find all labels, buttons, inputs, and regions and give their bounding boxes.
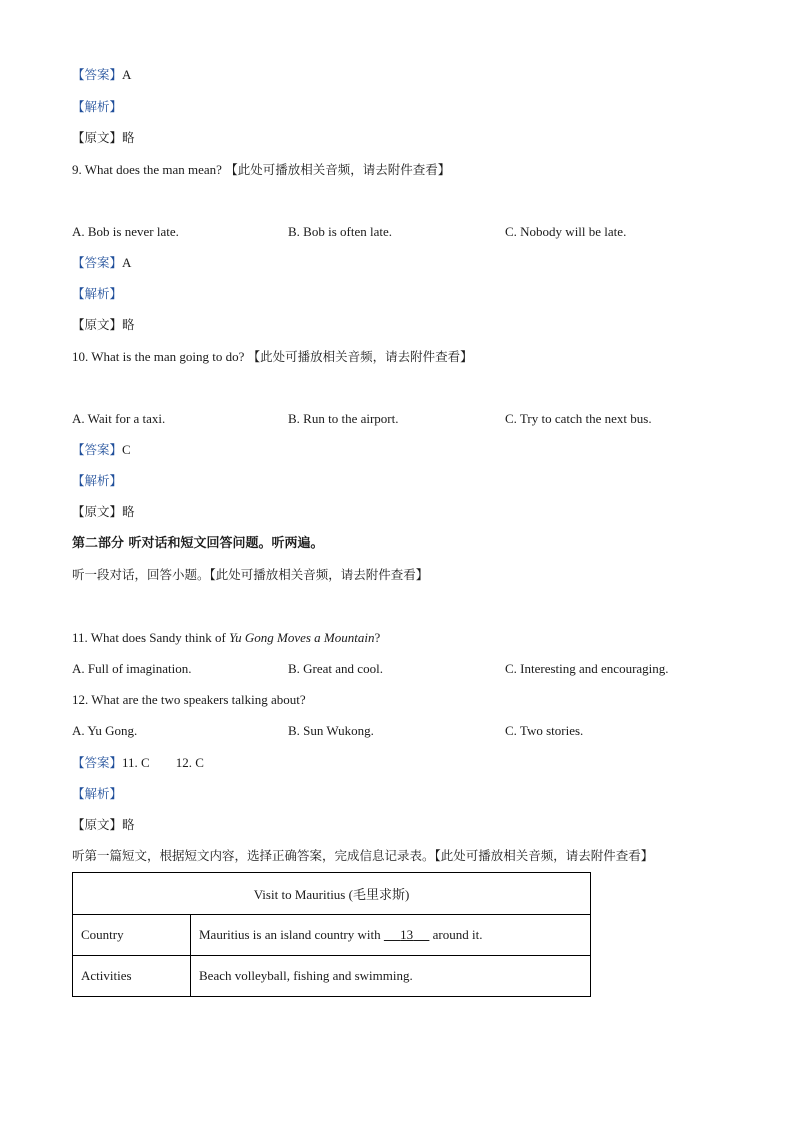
original-value: 略 <box>122 130 135 145</box>
question-9-text: 9. What does the man mean? <box>72 162 226 177</box>
question-11-suffix: ? <box>374 630 381 645</box>
analysis-label: 【解析】 <box>72 786 123 801</box>
passage-instruction <box>72 847 653 865</box>
q9-option-b: B. Bob is often late. <box>288 224 392 239</box>
q12-option-b: B. Sun Wukong. <box>288 723 374 738</box>
original-label: 【原文】 <box>72 317 123 332</box>
question-11 <box>72 629 380 647</box>
original-value: 略 <box>122 317 135 332</box>
q11-option-c: C. Interesting and encouraging. <box>505 661 669 676</box>
question-10-text: 10. What is the man going to do? <box>72 349 248 364</box>
cell-suffix: around it. <box>429 927 483 942</box>
dialogue-instruction <box>72 566 428 584</box>
q9-option-a: A. Bob is never late. <box>72 224 179 239</box>
answer-label: 【答案】 <box>72 442 123 457</box>
audio-note: 【此处可播放相关音频，请去附件查看】 <box>247 349 473 364</box>
original-value: 略 <box>122 817 135 832</box>
answer-value: C <box>122 442 131 457</box>
analysis-label: 【解析】 <box>72 473 123 488</box>
answer-value: A <box>122 67 132 82</box>
answer-blank <box>384 927 430 942</box>
blank-number: 13 <box>400 927 414 942</box>
original-line <box>72 816 135 834</box>
info-record-table <box>72 872 591 997</box>
analysis-label: 【解析】 <box>72 99 123 114</box>
q12-option-c: C. Two stories. <box>505 723 584 738</box>
table-cell-label: Country <box>73 915 191 956</box>
analysis-line <box>72 98 122 116</box>
question-12: 12. What are the two speakers talking about? <box>72 692 306 707</box>
original-label: 【原文】 <box>72 504 123 519</box>
cell-prefix: Mauritius is an island country with <box>199 927 384 942</box>
table-cell-label: Activities <box>73 956 191 997</box>
q9-option-c: C. Nobody will be late. <box>505 224 627 239</box>
answer-value: A <box>122 255 132 270</box>
table-row <box>73 873 591 915</box>
q10-option-c: C. Try to catch the next bus. <box>505 411 652 426</box>
table-cell-value <box>191 915 591 956</box>
analysis-label: 【解析】 <box>72 286 123 301</box>
q12-option-a: A. Yu Gong. <box>72 723 138 738</box>
q11-option-a: A. Full of imagination. <box>72 661 192 676</box>
instruction-text: 听一段对话，回答小题。 <box>72 567 210 582</box>
original-label: 【原文】 <box>72 130 123 145</box>
original-line <box>72 129 135 147</box>
answer-label: 【答案】 <box>72 67 123 82</box>
answer-11: 11. C <box>122 755 150 770</box>
original-line <box>72 503 135 521</box>
audio-note: 【此处可播放相关音频，请去附件查看】 <box>209 567 429 582</box>
answer-label: 【答案】 <box>72 755 123 770</box>
original-line <box>72 316 135 334</box>
answer-label: 【答案】 <box>72 255 123 270</box>
question-11-prefix: 11. What does Sandy think of <box>72 630 230 645</box>
answer-line <box>72 754 204 772</box>
table-title: Visit to Mauritius (毛里求斯) <box>73 873 591 915</box>
original-value: 略 <box>122 504 135 519</box>
section-heading: 第二部分 听对话和短文回答问题。听两遍。 <box>72 536 324 551</box>
q10-option-a: A. Wait for a taxi. <box>72 411 166 426</box>
answer-line <box>72 254 131 272</box>
audio-note: 【此处可播放相关音频，请去附件查看】 <box>225 162 451 177</box>
answer-line <box>72 66 131 84</box>
table-row <box>73 915 591 956</box>
analysis-line <box>72 785 122 803</box>
audio-note: 【此处可播放相关音频，请去附件查看】 <box>434 848 654 863</box>
analysis-line <box>72 285 122 303</box>
answer-12: 12. C <box>175 755 204 770</box>
question-9 <box>72 161 450 179</box>
table-row <box>73 956 591 997</box>
q10-option-b: B. Run to the airport. <box>288 411 399 426</box>
question-10 <box>72 348 473 366</box>
q11-option-b: B. Great and cool. <box>288 661 383 676</box>
answer-line <box>72 441 131 459</box>
question-11-title: Yu Gong Moves a Mountain <box>229 630 375 645</box>
table-cell-value: Beach volleyball, fishing and swimming. <box>191 956 591 997</box>
analysis-line <box>72 472 122 490</box>
passage-instruction-text: 听第一篇短文，根据短文内容，选择正确答案，完成信息记录表。 <box>72 848 435 863</box>
original-label: 【原文】 <box>72 817 123 832</box>
